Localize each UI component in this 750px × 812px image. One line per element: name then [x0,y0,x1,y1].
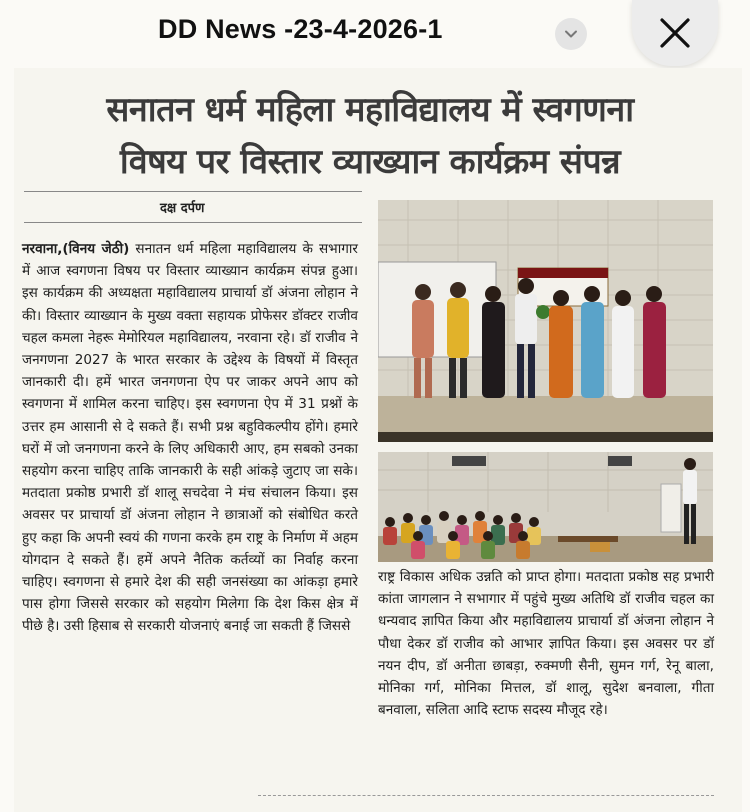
viewer-toolbar [0,0,750,66]
article-text-col1: सनातन धर्म महिला महाविद्यालय के सभागार में आज स्वगणना विषय पर विस्तार व्याख्यान कार्यक्रम संपन्न हुआ। इस कार्यक्रम की अध्यक्षता महाविद्यालय प्राचार्या डॉ अंजना लोहान ने की। विस्तार व्याख्यान के मुख्य वक्ता सहायक प्रोफेसर डॉक्टर राजीव चहल कमला नेहरू मेमोरियल महाविद्यालय, नरवाना रहे। डॉ राजीव ने जनगणना 2027 के भारत सरकार के उद्देश्य के विषयों में विस्तृत जानकारी दी। हमें भारत जनगणना ऐप पर जाकर अपने आप को स्वगणना में शामिल करना चाहिए। इस स्वगणना ऐप में 31 प्रश्नों के उत्तर हम आसानी से दे सकते हैं। सभी प्रश्न बहुविकल्पीय होंगे। हमारे घरों में जो जनगणना करने के लिए अधिकारी आए, हम सबको उनका सहयोग करना चाहिए ताकि जानकारी के सही आंकड़े जुटाए जा सके। मतदाता प्रकोष्ठ प्रभारी डॉ शालू सचदेवा ने मंच संचालन किया। इस अवसर पर प्राचार्या डॉ अंजना लोहान ने छात्राओं को संबोधित करते हुए कहा कि अपनी स्वयं की गणना करके हम राष्ट्र के निर्माण में अहम योगदान दे सकते हैं। हमें अपने नैतिक कर्तव्यों का निर्वाह करना चाहिए। स्वगणना से हमारे देश की सही जनसंख्या का आंकड़ा हमारे पास होगा जिससे सरकार को सहयोग मिलेगा कि देश किस क्षेत्र में पीछे है। उसी हिसाब से सरकारी योजनाएं बनाई जा सकती हैं जिससे [22,241,358,635]
article-column-2 [378,566,714,780]
article-text-col2: राष्ट्र विकास अधिक उन्नति को प्राप्त होगा। मतदाता प्रकोष्ठ सह प्रभारी कांता जागलान ने सभागार में पहुंचे मुख्य अतिथि डॉ राजीव चहल का धन्यवाद ज्ञापित किया और महाविद्यालय प्राचार्या डॉ अंजना लोहान ने पौधा देकर डॉ राजीव को आभार ज्ञापित किया। इस अवसर पर डॉ नयन दीप, डॉ अनीता छाबड़ा, रुक्मणी सैनी, सुमन गर्ग, रेनू बाला, मोनिका गर्ग, मोनिका मित्तल, डॉ शालू, सुदेश बनवाला, गीता बनवाला, सलिता आदि स्टाफ सदस्य मौजूद रहे। [378,569,714,719]
close-icon [658,16,692,50]
next-article-divider [258,795,714,796]
photo-stage-group [378,200,713,442]
article-dateline: नरवाना,(विनय जेठी) [22,241,130,257]
title-menu-button[interactable] [555,18,587,50]
article-headline [20,84,720,188]
chevron-down-icon [563,26,579,42]
article-column-1 [22,238,358,783]
photo-audience [378,452,713,562]
document-title: DD News -23-4-2026-1 [158,14,443,44]
byline-rule-top [24,191,362,192]
headline-line-1: सनातन धर्म महिला महाविद्यालय में स्वगणना [106,90,634,130]
article-byline: दक्ष दर्पण [160,201,205,216]
headline-line-2: विषय पर विस्तार व्याख्यान कार्यक्रम संपन्न [119,142,621,182]
byline-rule-bottom [24,222,362,223]
close-button[interactable] [632,0,718,66]
